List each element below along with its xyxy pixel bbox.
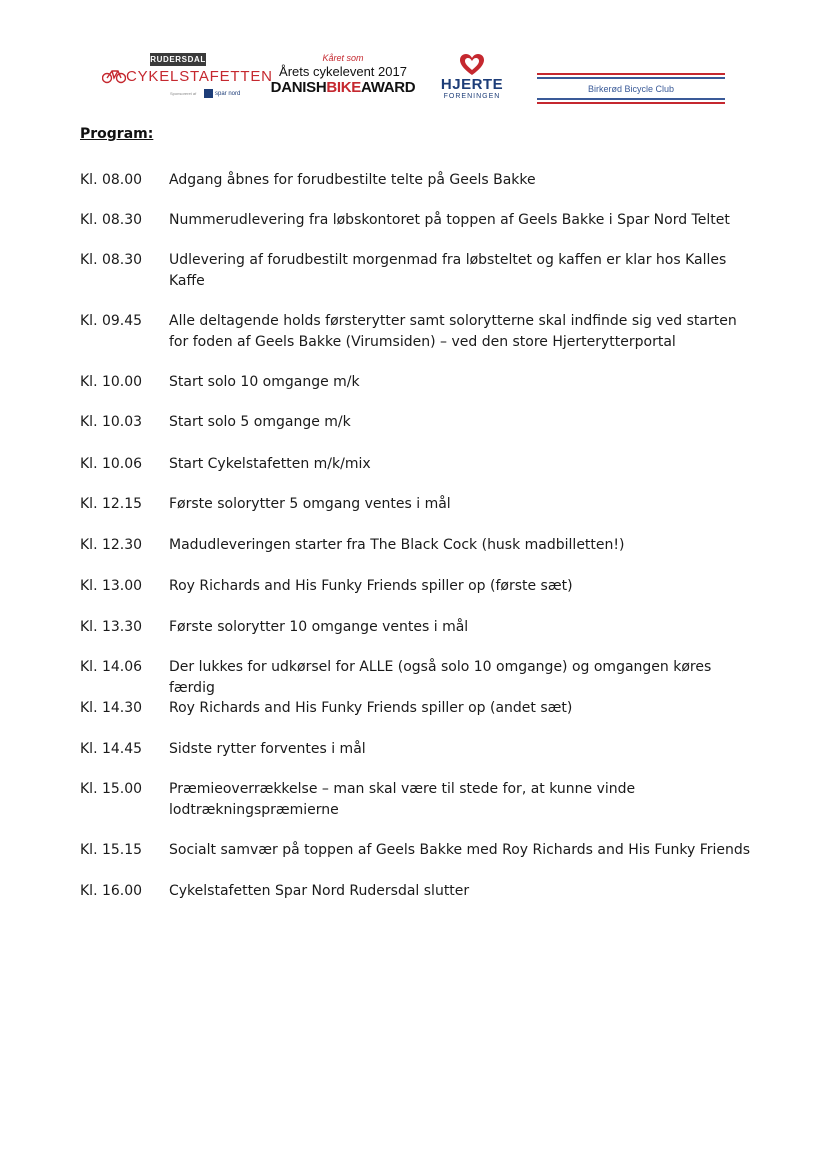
program-description: Start Cykelstafetten m/k/mix — [169, 456, 371, 472]
program-time: Kl. 08.00 — [80, 172, 143, 188]
program-time: Kl. 15.15 — [80, 842, 143, 858]
program-description: Første solorytter 5 omgang ventes i mål — [169, 496, 451, 512]
program-description: Socialt samvær på toppen af Geels Bakke med Roy Richards and His Funky Friends — [169, 842, 751, 858]
foreningen-wordmark: FORENINGEN — [443, 93, 501, 100]
bbc-stripe-blue-bottom — [537, 98, 725, 100]
award-danish: DANISH — [270, 79, 327, 96]
program-time: Kl. 10.06 — [80, 456, 143, 472]
program-description: Cykelstafetten Spar Nord Rudersdal slutter — [169, 883, 470, 899]
danish-bike-award-wordmark — [268, 79, 418, 97]
program-time: Kl. 14.06 — [80, 659, 143, 675]
program-time: Kl. 08.30 — [80, 252, 143, 268]
award-year-text: Årets cykelevent 2017 — [279, 64, 407, 79]
program-description: Start solo 5 omgange m/k — [169, 414, 351, 430]
program-time: Kl. 12.30 — [80, 537, 143, 553]
rudersdal-tag: RUDERSDAL — [150, 55, 206, 64]
spar-nord-mark-icon — [204, 89, 213, 98]
bbc-text: Birkerød Bicycle Club — [587, 84, 675, 94]
program-description: Sidste rytter forventes i mål — [169, 741, 366, 757]
hjerteforeningen-logo — [432, 53, 512, 105]
birkerod-bicycle-club-logo — [537, 73, 725, 105]
program-description: Udlevering af forudbestilt morgenmad fra løbsteltet og kaffen er klar hos Kalles Kaffe — [169, 252, 727, 289]
program-time: Kl. 09.45 — [80, 313, 143, 329]
bbc-stripe-red-bottom — [537, 102, 725, 104]
program-description: Roy Richards and His Funky Friends spiller op (andet sæt) — [169, 700, 573, 716]
program-time: Kl. 10.00 — [80, 374, 143, 390]
bicycle-icon — [102, 68, 126, 84]
program-time: Kl. 12.15 — [80, 496, 143, 512]
logo-header — [0, 0, 826, 112]
program-description: Start solo 10 omgange m/k — [169, 374, 360, 390]
program-description: Madudleveringen starter fra The Black Cock (husk madbilletten!) — [169, 537, 625, 553]
program-description: Adgang åbnes for forudbestilte telte på Geels Bakke — [169, 172, 536, 188]
bbc-stripe-blue-top — [537, 77, 725, 79]
program-description: Første solorytter 10 omgange ventes i mål — [169, 619, 469, 635]
spar-nord-text: spar nord — [215, 91, 241, 98]
program-time: Kl. 13.00 — [80, 578, 143, 594]
program-description: Alle deltagende holds førsterytter samt solorytterne skal indfinde sig ved starten for foden af Geels Bakke (Virumsiden) – ved den store Hjerterytterportal — [169, 313, 737, 350]
program-time: Kl. 08.30 — [80, 212, 143, 228]
program-heading: Program: — [80, 126, 154, 142]
program-time: Kl. 13.30 — [80, 619, 143, 635]
program-description: Roy Richards and His Funky Friends spiller op (første sæt) — [169, 578, 573, 594]
program-description: Der lukkes for udkørsel for ALLE (også solo 10 omgange) og omgangen køres færdig — [169, 659, 712, 696]
program-description: Præmieoverrækkelse – man skal være til stede for, at kunne vinde lodtrækningspræmierne — [169, 781, 636, 818]
award-award: AWARD — [361, 79, 416, 96]
hjerte-wordmark: HJERTE — [440, 76, 504, 93]
cykelstafetten-wordmark: CYKELSTAFETTEN — [126, 68, 273, 85]
program-description: Nummerudlevering fra løbskontoret på toppen af Geels Bakke i Spar Nord Teltet — [169, 212, 730, 228]
award-logo — [268, 53, 418, 105]
cykelstafetten-logo — [100, 53, 273, 105]
award-bike: BIKE — [326, 79, 361, 96]
program-time: Kl. 16.00 — [80, 883, 143, 899]
program-time: Kl. 14.45 — [80, 741, 143, 757]
spar-nord-logo — [170, 89, 241, 98]
bbc-stripe-red-top — [537, 73, 725, 75]
program-time: Kl. 10.03 — [80, 414, 143, 430]
award-kaaret-text: Kåret som — [322, 53, 364, 63]
sponsor-small-text: Sponsoreret af — [170, 91, 197, 96]
program-time: Kl. 15.00 — [80, 781, 143, 797]
heart-icon — [459, 53, 485, 77]
program-time: Kl. 14.30 — [80, 700, 143, 716]
